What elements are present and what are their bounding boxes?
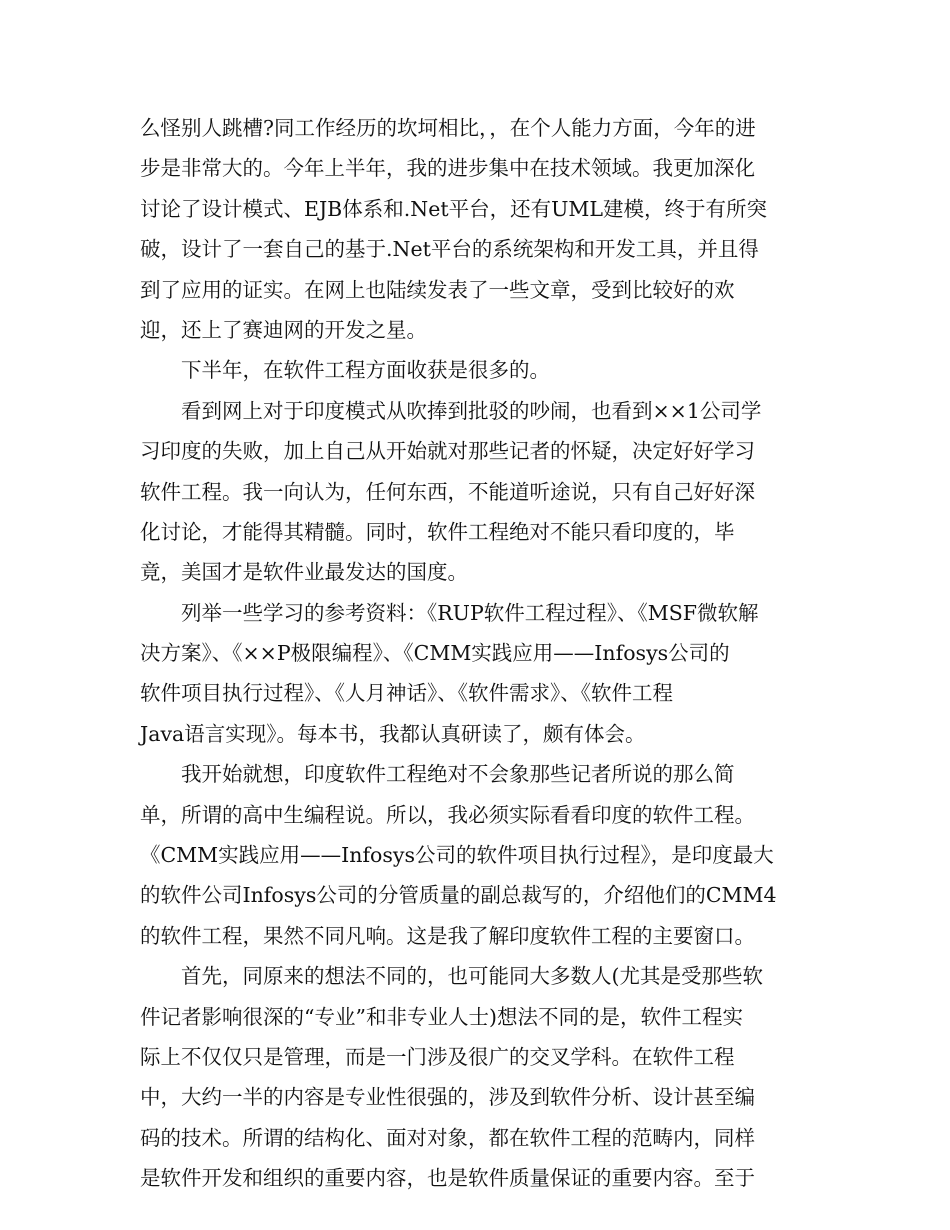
text-line: Java语言实现》。每本书，我都认真研读了，颇有体会。: [140, 721, 646, 746]
text-line: 软件项目执行过程》、《人月神话》、《软件需求》、《软件工程: [140, 681, 673, 706]
text-line: 《CMM实践应用——Infosys公司的软件项目执行过程》，是印度最大: [140, 843, 774, 868]
text-line: 习印度的失败，加上自己从开始就对那些记者的怀疑，决定好好学习: [140, 439, 755, 464]
text-line: 的软件公司Infosys公司的分管质量的副总裁写的，介绍他们的CMM4: [140, 883, 777, 908]
text-line: 件记者影响很深的“专业”和非专业人士)想法不同的是，软件工程实: [140, 1004, 743, 1029]
text-line: 步是非常大的。今年上半年，我的进步集中在技术领域。我更加深化: [140, 156, 755, 181]
text-line: 竟，美国才是软件业最发达的国度。: [140, 560, 468, 585]
text-line: 迎，还上了赛迪网的开发之星。: [140, 317, 427, 342]
paragraph-start-line: 列举一些学习的参考资料：《RUP软件工程过程》、《MSF微软解: [181, 600, 759, 625]
text-line: 破，设计了一套自己的基于.Net平台的系统架构和开发工具，并且得: [140, 237, 759, 262]
paragraph-start-line: 我开始就想，印度软件工程绝对不会象那些记者所说的那么简: [181, 762, 735, 787]
text-line: 码的技术。所谓的结构化、面对对象，都在软件工程的范畴内，同样: [140, 1125, 755, 1150]
text-line: 际上不仅仅只是管理，而是一门涉及很广的交叉学科。在软件工程: [140, 1044, 735, 1069]
text-line: 到了应用的证实。在网上也陆续发表了一些文章，受到比较好的欢: [140, 277, 735, 302]
text-line: 么怪别人跳槽?同工作经历的坎坷相比，，在个人能力方面，今年的进: [140, 116, 756, 140]
text-line: 中，大约一半的内容是专业性很强的，涉及到软件分析、设计甚至编: [140, 1085, 755, 1110]
text-line: 化讨论，才能得其精髓。同时，软件工程绝对不能只看印度的，毕: [140, 519, 735, 544]
text-line: 决方案》、《××P极限编程》、《CMM实践应用——Infosys公司的: [140, 641, 730, 666]
body-text: [140, 108, 820, 1199]
text-line: 软件工程。我一向认为，任何东西，不能道听途说，只有自己好好深: [140, 479, 755, 504]
paragraph-start-line: 首先，同原来的想法不同的，也可能同大多数人(尤其是受那些软: [181, 964, 763, 989]
text-line: 单，所谓的高中生编程说。所以，我必须实际看看印度的软件工程。: [140, 802, 755, 827]
paragraph-start-line: 看到网上对于印度模式从吹捧到批驳的吵闹，也看到××1公司学: [181, 398, 762, 423]
text-line: 的软件工程，果然不同凡响。这是我了解印度软件工程的主要窗口。: [140, 923, 755, 948]
text-line: 是软件开发和组织的重要内容，也是软件质量保证的重要内容。至于: [140, 1166, 755, 1191]
text-line: 讨论了设计模式、EJB体系和.Net平台，还有UML建模，终于有所突: [140, 196, 767, 221]
paragraph-start-line: 下半年，在软件工程方面收获是很多的。: [181, 358, 550, 383]
